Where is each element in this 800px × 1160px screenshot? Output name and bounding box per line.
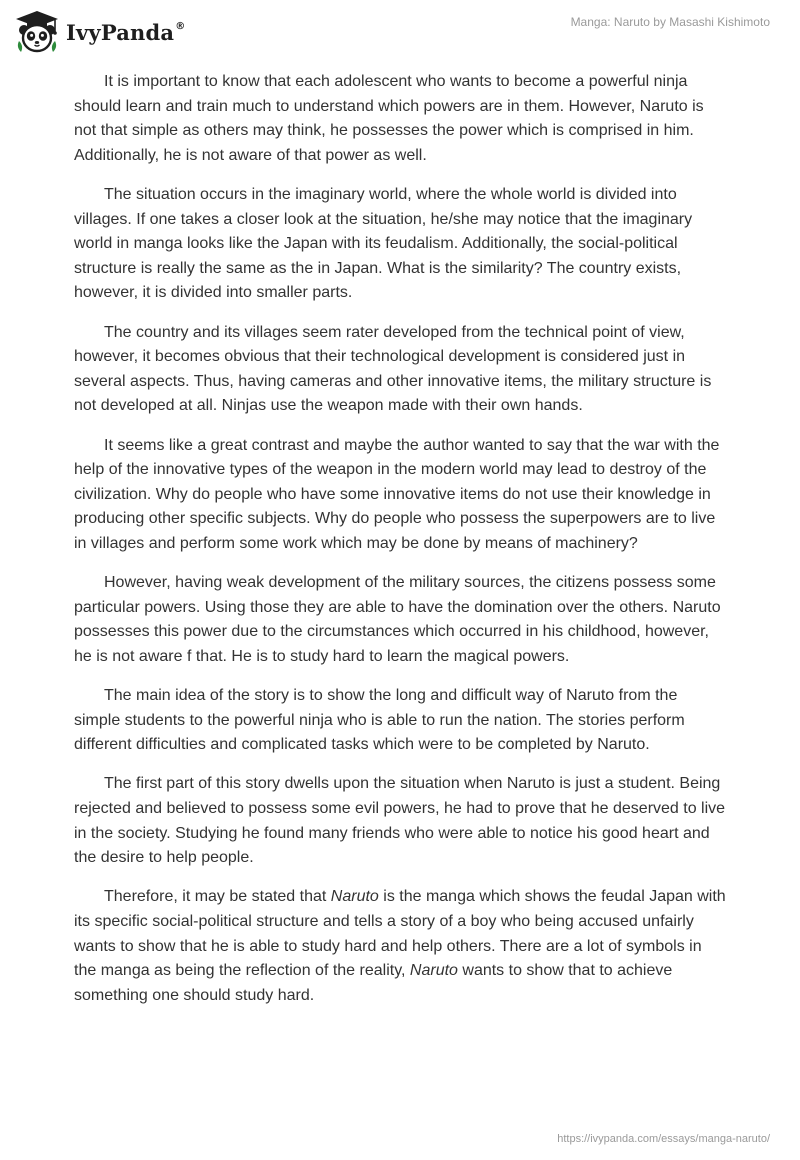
- title-emphasis: Naruto: [409, 962, 458, 980]
- essay-paragraph: It is important to know that each adolescent who wants to become a powerful ninja should learn and train much to understand which powers are in them. However, Naruto is not that simple as others may think, he possesses the power which is comprised in him. Additionally, he is not aware of that power as well.: [74, 73, 704, 164]
- site-logo[interactable]: [14, 8, 185, 54]
- title-emphasis: Naruto: [330, 888, 379, 906]
- document-title: Manga: Naruto by Masashi Kishimoto: [570, 15, 770, 29]
- page-header: [0, 0, 800, 60]
- essay-paragraph: The main idea of the story is to show the long and difficult way of Naruto from the simple students to the powerful ninja who is able to run the nation. The stories perform different difficulties and complicated tasks which were to be completed by Naruto.: [74, 687, 685, 754]
- registered-mark: ®: [175, 20, 186, 32]
- essay-paragraph-conclusion: [74, 885, 726, 1008]
- essay-paragraph: The country and its villages seem rater developed from the technical point of view, however, it becomes obvious that their technological development is considered just in several aspects. Thus, having cameras and other innovative items, the military structure is not developed at all. Ninjas use the weapon made with their own hands.: [74, 323, 712, 415]
- essay-paragraph: The first part of this story dwells upon the situation when Naruto is just a student. Being rejected and believed to possess some evil powers, he had to prove that he deserved to live in the society. Studying he found many friends who were able to notice his good heart and the desire to help people.: [74, 775, 726, 867]
- text-segment: is the manga which shows the feudal Japan with its specific social-political structure and tells a story of a boy who being accused unfairly wants to show that he is able to study hard and help others. There are a lot of symbols in the manga as being the reflection of the reality,: [74, 888, 726, 980]
- essay-paragraph: However, having weak development of the military sources, the citizens possess some particular powers. Using those they are able to have the domination over the others. Naruto possesses this power due to the circumstances which occurred in his childhood, however, he is not aware f that. He is to study hard to learn the magical powers.: [74, 574, 721, 665]
- essay-paragraph: It seems like a great contrast and maybe the author wanted to say that the war with the help of the innovative types of the weapon in the modern world may lead to destroy of the civilization. Why do people who have some innovative items do not use their knowledge in producing other specific subjects. Why do people who possess the superpowers are to live in villages and perform some work which may be done by means of machinery?: [74, 436, 720, 552]
- essay-paragraph: The situation occurs in the imaginary world, where the whole world is divided into villages. If one takes a closer look at the situation, he/she may notice that the imaginary world in manga looks like the Japan with its feudalism. Additionally, the social-political structure is really the same as the in Japan. What is the similarity? The country exists, however, it is divided into smaller parts.: [74, 185, 693, 302]
- panda-graduation-cap-icon: [14, 8, 60, 54]
- text-segment: Therefore, it may be stated that: [104, 888, 331, 906]
- text-segment: wants to show that to achieve something one should study hard.: [74, 962, 673, 1004]
- essay-body: [74, 70, 726, 1023]
- source-url-link[interactable]: https://ivypanda.com/essays/manga-naruto/: [557, 1133, 770, 1145]
- brand-name: IvyPanda®: [66, 19, 186, 45]
